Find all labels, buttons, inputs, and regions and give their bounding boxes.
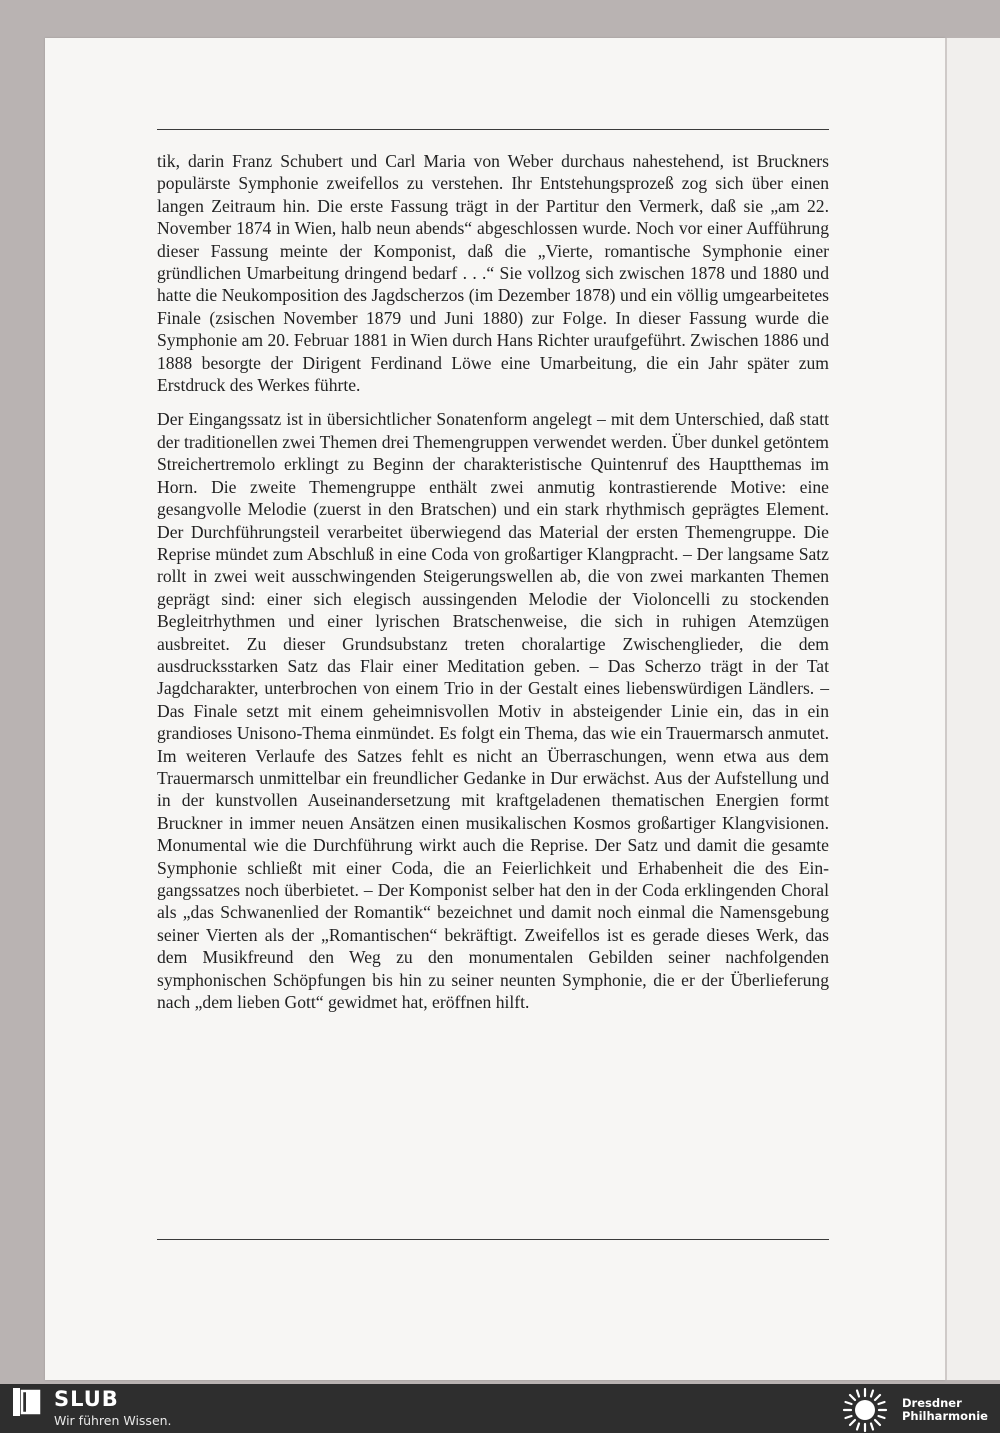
bottom-rule <box>157 1239 829 1240</box>
dresdner-philharmonie-sun-icon[interactable] <box>842 1387 888 1433</box>
body-text <box>157 150 829 1025</box>
slub-tagline: Wir führen Wissen. <box>54 1413 172 1428</box>
philharmonie-name-line1: Dresdner <box>902 1396 962 1410</box>
philharmonie-name-line2: Philharmonie <box>902 1409 988 1423</box>
slub-name[interactable]: SLUB <box>54 1387 119 1411</box>
slub-book-icon[interactable] <box>13 1388 41 1416</box>
facing-page-edge <box>945 38 1000 1380</box>
paragraph-1: tik, darin Franz Schubert und Carl Maria von Weber durchaus nahestehend, ist Bruckners populärste Symphonie zweifellos zu verstehen. Ihr Entstehungsprozeß zog sich über einen langen Zeitraum hin. Die erste Fassung trägt in der Partitur den Vermerk, daß sie „am 22. November 1874 in Wien, halb neun abends“ abgeschlossen wurde. Noch vor einer Aufführung dieser Fassung meinte der Komponist, daß die „Vierte, romantische Symphonie einer gründlichen Umarbeitung dringend bedarf . . .“ Sie vollzog sich zwischen 1878 und 1880 und hatte die Neukomposition des Jagdscherzos (im Dezember 1878) und ein völlig umgearbeitetes Finale (zsischen November 1879 und Juni 1880) zur Folge. In dieser Fassung wurde die Symphonie am 20. Februar 1881 in Wien durch Hans Richter uraufgeführt. Zwischen 1886 und 1888 besorgte der Dirigent Ferdinand Löwe eine Umarbeitung, die ein Jahr später zum Erstdruck des Werkes führte. <box>157 151 829 396</box>
paragraph-2: Der Eingangssatz ist in übersichtlicher Sonatenform angelegt – mit dem Unterschied, daß statt der traditionellen zwei Themen drei Themengruppen verwendet werden. Über dunkel getöntem Streichertremolo erklingt zu Beginn der charakteristische Quintenruf des Hauptthemas im Horn. Die zweite Themengruppe enthält zwei anmutig kontrastierende Motive: eine gesangvolle Melodie (zuerst in den Bratschen) und ein stark rhythmisch geprägtes Element. Der Durchführungsteil verarbeitet überwiegend das Material der ersten Themengruppe. Die Reprise mündet zum Abschluß in eine Coda von großartiger Klangpracht. – Der langsame Satz rollt in zwei weit ausschwingenden Steigerungswellen ab, die von zwei markanten Themen geprägt sind: einer sich elegisch aussingenden Melodie der Violoncelli zu stockenden Begleitrhythmen und einer lyrischen Bratschenweise, die sich in ruhigen Atemzügen ausbreitet. Zu dieser Grundsubstanz treten choralartige Zwischenglieder, die dem ausdrucksstarken Satz das Flair einer Meditation geben. – Das Scherzo trägt in der Tat Jagdcharakter, unterbrochen von einem Trio in der Gestalt eines liebenswürdigen Ländlers. – Das Finale setzt mit einem geheimnisvollen Motiv in absteigender Linie ein, das in ein grandioses Unisono-Thema einmündet. Es folgt ein Thema, das wie ein Trauermarsch anmutet. Im weiteren Verlaufe des Satzes fehlt es nicht an Überraschungen, wenn etwa aus dem Trauermarsch unmittelbar ein freundlicher Gedanke in Dur erwächst. Aus der Aufstellung und in der kunstvollen Auseinandersetzung mit kraftgeladenen thematischen Energien formt Bruckner in immer neuen Ansätzen einen musikalischen Kosmos großartiger Klangvisionen. Monumental wie die Durchführung wirkt auch die Reprise. Der Satz und damit die gesamte Symphonie schließt mit einer Coda, die an Feierlichkeit und Erhabenheit die des Eingangssatzes noch überbietet. – Der Komponist selber hat den in der Coda erklingenden Choral als „das Schwanenlied der Romantik“ bezeichnet und damit noch einmal die Namensgebung seiner Vierten als der „Romantischen“ bekräftigt. Zweifellos ist es gerade dieses Werk, das dem Musikfreund den Weg zu den monumentalen Gebilden seiner nachfolgenden symphonischen Schöpfungen bis hin zu seiner neunten Symphonie, die er der Überlieferung nach „dem lieben Gott“ gewidmet hat, eröffnen hilft. <box>157 409 829 1013</box>
viewer-footer <box>0 1384 1000 1433</box>
top-rule <box>157 129 829 130</box>
philharmonie-name[interactable] <box>902 1397 988 1423</box>
